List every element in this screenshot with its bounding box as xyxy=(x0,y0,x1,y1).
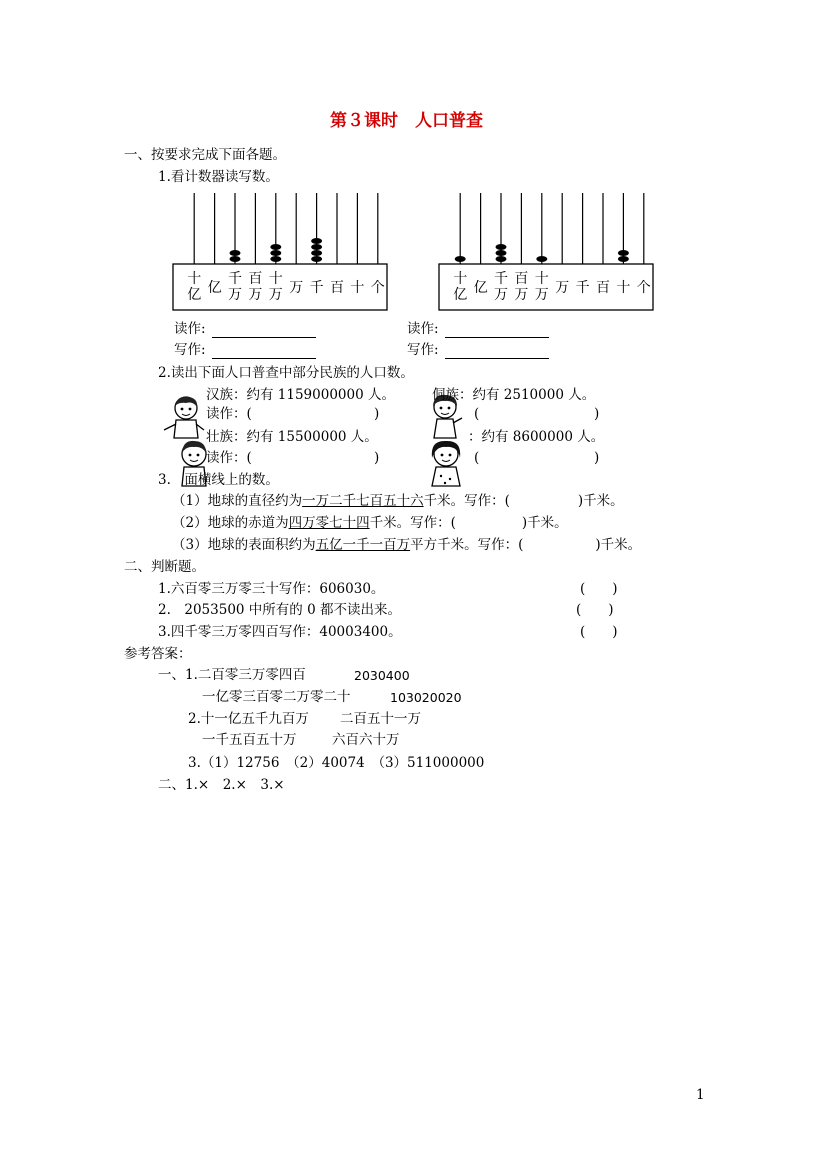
judge-paren-2: ( ) xyxy=(576,602,614,618)
q2-heading: 2.读出下面人口普查中部分民族的人口数。 xyxy=(158,365,414,381)
abacus-place-label: 千 xyxy=(494,271,508,287)
read-row-2 xyxy=(407,320,549,338)
girl-cartoon-icon xyxy=(424,438,470,490)
abacus-bead xyxy=(311,238,322,244)
q3-item-1-text2: 千米。写作：( xyxy=(423,493,510,509)
abacus-place-label: 百 xyxy=(514,271,529,287)
judge-item-2: 2. 2053500 中所有的 0 都不读出来。 xyxy=(158,602,401,618)
abacus-place-label: 亿 xyxy=(207,280,222,296)
abacus-bead xyxy=(536,256,547,262)
abacus-counter-2 xyxy=(438,190,654,312)
abacus-bead xyxy=(455,256,466,262)
q3-item-1-underlined: 一万二千七百五十六 xyxy=(302,493,424,509)
abacus-place-label: 十 xyxy=(534,271,549,287)
zhuang-read-close: ) xyxy=(374,450,380,466)
judge-item-1: 1.六百零三万零三十写作：606030。 xyxy=(158,581,385,597)
abacus-bead xyxy=(230,256,241,262)
write-row-1 xyxy=(174,341,316,359)
section-2-heading: 二、判断题。 xyxy=(124,559,205,575)
dong-read-close: ) xyxy=(594,406,600,422)
answer-1-number: 2030400 xyxy=(354,668,410,683)
q3-item-2-end: )千米。 xyxy=(521,515,568,531)
q3-item-2-text2: 千米。写作：( xyxy=(369,515,456,531)
read-row-1 xyxy=(174,320,316,338)
boy-cartoon-icon xyxy=(160,392,210,442)
q3-item-1-text: （1）地球的直径约为 xyxy=(172,493,303,509)
read-label: 读作: xyxy=(174,321,206,337)
abacus-bead xyxy=(618,256,629,262)
abacus-place-label: 百 xyxy=(330,280,344,296)
ethnic4-read-close: ) xyxy=(594,450,600,466)
abacus-bead xyxy=(496,250,507,256)
abacus-place-label: 百 xyxy=(248,271,263,287)
answer-4: 一千五百五十万 xyxy=(202,732,297,748)
abacus-bead xyxy=(618,250,629,256)
answers-heading: 参考答案： xyxy=(124,646,192,662)
abacus-place-label: 亿 xyxy=(187,287,202,303)
q3-item-3-underlined: 五亿一千一百万 xyxy=(315,537,411,553)
abacus-place-label: 个 xyxy=(370,280,385,296)
abacus-place-label: 万 xyxy=(228,287,242,303)
answer-5: 3.（1）12756 （2）40074 （3）511000000 xyxy=(188,755,485,771)
abacus-bead xyxy=(230,250,241,256)
judge-paren-3: ( ) xyxy=(580,624,618,640)
answer-2-number: 103020020 xyxy=(390,690,462,705)
abacus-place-label: 十 xyxy=(616,280,631,296)
read-blank xyxy=(445,323,549,338)
answer-1: 一、1.二百零三万零四百 xyxy=(158,667,306,683)
abacus-place-label: 十 xyxy=(268,271,283,287)
abacus-bead xyxy=(270,256,281,262)
write-blank xyxy=(212,344,316,359)
zhuang-population: 壮族：约有 15500000 人。 xyxy=(206,429,378,445)
q3-item-3 xyxy=(172,536,641,554)
han-read: 读作：( xyxy=(206,406,252,422)
abacus-counter-1 xyxy=(172,190,388,312)
abacus-place-label: 万 xyxy=(534,287,549,303)
abacus-place-label: 十 xyxy=(350,280,365,296)
q3-item-2 xyxy=(172,514,568,532)
write-blank xyxy=(445,344,549,359)
abacus-place-label: 百 xyxy=(596,280,610,296)
abacus-bead xyxy=(311,244,322,250)
read-blank xyxy=(212,323,316,338)
abacus-place-label: 万 xyxy=(289,280,304,296)
abacus-bead xyxy=(496,256,507,262)
abacus-bead xyxy=(270,244,281,250)
abacus-place-label: 千 xyxy=(228,271,242,287)
write-row-2 xyxy=(407,341,549,359)
answer-3: 2.十一亿五千九百万 xyxy=(188,711,309,727)
abacus-place-label: 万 xyxy=(248,287,263,303)
abacus-place-label: 十 xyxy=(187,271,202,287)
answer-3b: 二百五十一万 xyxy=(340,711,421,727)
section-1-heading: 一、按要求完成下面各题。 xyxy=(124,147,286,163)
abacus-place-label: 万 xyxy=(268,287,283,303)
q1-heading: 1.看计数器读写数。 xyxy=(158,169,279,185)
write-label: 写作: xyxy=(407,342,439,358)
page-number: 1 xyxy=(696,1087,705,1103)
abacus-place-label: 亿 xyxy=(473,280,488,296)
abacus-place-label: 万 xyxy=(514,287,529,303)
abacus-place-label: 万 xyxy=(555,280,570,296)
judge-paren-1: ( ) xyxy=(580,581,618,597)
read-label: 读作: xyxy=(407,321,439,337)
abacus-place-label: 千 xyxy=(575,280,590,296)
abacus-bead xyxy=(270,250,281,256)
q3-item-1 xyxy=(172,492,624,510)
answer-4b: 六百六十万 xyxy=(332,732,400,748)
q3-item-3-end: )千米。 xyxy=(595,537,642,553)
q3-item-1-end: )千米。 xyxy=(577,493,624,509)
abacus-bead xyxy=(311,256,322,262)
abacus-bead xyxy=(496,244,507,250)
zhuang-read: 读作：( xyxy=(206,450,252,466)
judge-item-3: 3.四千零三万零四百写作：40003400。 xyxy=(158,624,402,640)
dong-population: 侗族：约有 2510000 人。 xyxy=(432,387,596,403)
han-population: 汉族：约有 1159000000 人。 xyxy=(206,387,395,403)
abacus-bead xyxy=(311,250,322,256)
abacus-place-label: 亿 xyxy=(453,287,468,303)
ethnic4-read-open: ( xyxy=(474,450,480,466)
q3-item-3-text2: 平方千米。写作：( xyxy=(410,537,524,553)
q3-item-3-text: （3）地球的表面积约为 xyxy=(172,537,316,553)
page-title: 第３课时 人口普查 xyxy=(330,111,483,131)
han-read-close: ) xyxy=(374,406,380,422)
answer-2: 一亿零三百零二万零二十 xyxy=(202,689,351,705)
abacus-place-label: 千 xyxy=(309,280,324,296)
abacus-place-label: 十 xyxy=(453,271,468,287)
q3-heading: 3. 面横线上的数。 xyxy=(158,472,279,488)
q3-item-2-underlined: 四万零七十四 xyxy=(288,515,370,531)
write-label: 写作: xyxy=(174,342,206,358)
abacus-place-label: 万 xyxy=(494,287,508,303)
answer-6: 二、1.× 2.× 3.× xyxy=(158,777,285,793)
dong-read-open: ( xyxy=(474,406,480,422)
q3-item-2-text: （2）地球的赤道为 xyxy=(172,515,289,531)
abacus-place-label: 个 xyxy=(636,280,651,296)
ethnic-population-4: ：约有 8600000 人。 xyxy=(468,429,605,445)
